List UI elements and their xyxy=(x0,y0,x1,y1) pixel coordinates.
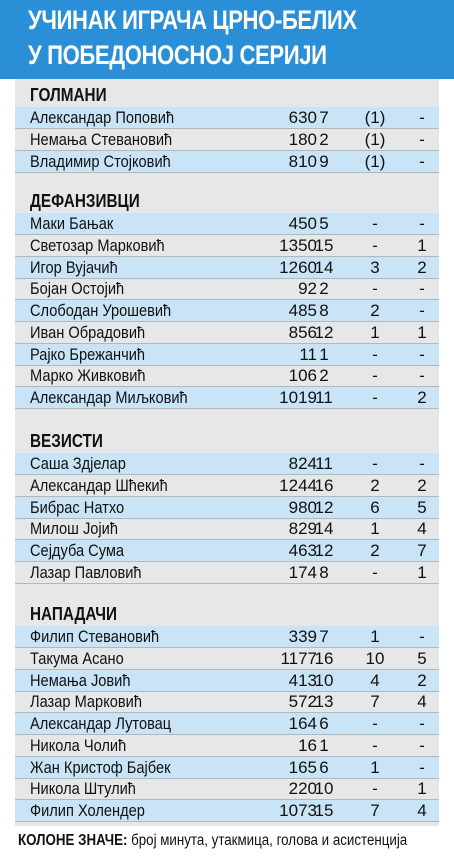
goals-value: - xyxy=(372,235,378,255)
table-row xyxy=(15,453,439,475)
goals-value: 1 xyxy=(370,322,380,342)
table-row xyxy=(15,213,439,235)
minutes-value: 1260 xyxy=(279,257,317,277)
player-name: Лазар Павловић xyxy=(30,562,142,582)
table-row xyxy=(15,800,439,822)
appearances-value: 10 xyxy=(314,779,334,799)
player-name: Александар Лутовац xyxy=(30,714,172,733)
table-row xyxy=(15,235,439,257)
minutes-value: 413 xyxy=(288,670,317,690)
assists-value: 7 xyxy=(417,541,427,560)
goals-value: - xyxy=(372,562,378,582)
minutes-value: 1177 xyxy=(280,648,317,668)
appearances-value: 11 xyxy=(315,454,333,473)
player-name: Рајко Брежанчић xyxy=(30,344,145,364)
appearances-value: 2 xyxy=(319,279,329,299)
assists-value: 5 xyxy=(417,648,427,668)
appearances-value: 11 xyxy=(315,388,333,407)
table-row xyxy=(15,540,439,562)
minutes-value: 572 xyxy=(288,692,317,712)
assists-value: 1 xyxy=(417,322,427,342)
player-name: Александар Миљковић xyxy=(30,388,188,407)
assists-value: - xyxy=(419,108,425,127)
appearances-value: 8 xyxy=(319,301,329,320)
appearances-value: 2 xyxy=(319,366,329,386)
table-row xyxy=(15,278,439,300)
goals-value: - xyxy=(372,454,378,473)
column-legend-label: КОЛОНЕ ЗНАЧЕ: xyxy=(18,832,128,849)
minutes-value: 16 xyxy=(298,735,317,755)
player-name: Саша Здјелар xyxy=(30,454,126,473)
table-row xyxy=(15,713,439,735)
assists-value: 1 xyxy=(417,235,427,255)
table-row xyxy=(15,387,439,409)
table-row xyxy=(15,735,439,757)
player-name: Филип Стевановић xyxy=(30,627,160,646)
assists-value: - xyxy=(419,344,425,364)
player-name: Никола Чолић xyxy=(30,735,127,755)
minutes-value: 339 xyxy=(288,627,317,646)
section-title: НАПАДАЧИ xyxy=(30,604,118,624)
appearances-value: 13 xyxy=(314,692,334,712)
player-name: Светозар Марковић xyxy=(30,235,165,255)
appearances-value: 16 xyxy=(314,475,334,495)
assists-value: - xyxy=(419,735,425,755)
appearances-value: 15 xyxy=(314,801,334,820)
column-legend-text: број минута, утакмица, голова и асистенција xyxy=(127,832,408,849)
assists-value: - xyxy=(419,279,425,299)
assists-value: 2 xyxy=(417,388,427,407)
minutes-value: 450 xyxy=(288,214,317,233)
table-row xyxy=(15,475,439,497)
appearances-value: 6 xyxy=(319,757,329,777)
player-name: Жан Кристоф Бајбек xyxy=(30,757,171,777)
goals-value: - xyxy=(372,214,378,233)
player-name: Сејдуба Сума xyxy=(30,541,125,560)
table-row xyxy=(15,365,439,387)
table-row xyxy=(15,778,439,800)
appearances-value: 12 xyxy=(314,541,334,560)
table-row xyxy=(15,648,439,670)
goals-value: 6 xyxy=(370,497,380,517)
table-row xyxy=(15,691,439,713)
minutes-value: 174 xyxy=(288,562,317,582)
assists-value: 5 xyxy=(417,497,427,517)
goals-value: 1 xyxy=(370,757,380,777)
player-name: Слободан Урошевић xyxy=(30,301,172,320)
table-row xyxy=(15,670,439,692)
column-legend xyxy=(18,831,407,851)
assists-value: - xyxy=(419,757,425,777)
appearances-value: 5 xyxy=(319,214,329,233)
table-row xyxy=(15,300,439,322)
goals-value: 1 xyxy=(370,627,380,646)
table-row xyxy=(15,257,439,279)
minutes-value: 1350 xyxy=(279,235,317,255)
appearances-value: 10 xyxy=(314,670,334,690)
appearances-value: 12 xyxy=(314,497,334,517)
minutes-value: 180 xyxy=(288,129,317,149)
assists-value: - xyxy=(419,301,425,320)
assists-value: 1 xyxy=(417,779,427,799)
assists-value: - xyxy=(419,214,425,233)
goals-value: (1) xyxy=(364,129,386,149)
goals-value: 7 xyxy=(370,801,380,820)
assists-value: 1 xyxy=(417,562,427,582)
assists-value: - xyxy=(419,129,425,149)
table-row xyxy=(15,518,439,540)
player-name: Марко Живковић xyxy=(30,366,146,386)
table-row xyxy=(15,562,439,584)
assists-value: - xyxy=(419,714,425,733)
assists-value: - xyxy=(419,366,425,386)
goals-value: 3 xyxy=(370,257,380,277)
minutes-value: 463 xyxy=(288,541,317,560)
player-name: Бојан Остојић xyxy=(30,279,125,299)
assists-value: - xyxy=(419,454,425,473)
player-name: Владимир Стојковић xyxy=(30,151,171,171)
player-name: Милош Јојић xyxy=(30,519,118,539)
player-name: Маки Бањак xyxy=(30,214,114,233)
table-row xyxy=(15,626,439,648)
minutes-value: 165 xyxy=(288,757,317,777)
title-line-2: У ПОБЕДОНОСНОЈ СЕРИЈИ xyxy=(28,40,327,70)
assists-value: 2 xyxy=(417,670,427,690)
minutes-value: 164 xyxy=(288,714,317,733)
assists-value: - xyxy=(419,151,425,171)
table-row xyxy=(15,151,439,173)
player-name: Лазар Марковић xyxy=(30,692,142,712)
minutes-value: 485 xyxy=(288,301,317,320)
table-row xyxy=(15,107,439,129)
goals-value: 4 xyxy=(370,670,380,690)
appearances-value: 14 xyxy=(314,257,334,277)
player-name: Филип Холендер xyxy=(30,801,145,820)
goals-value: 2 xyxy=(370,541,380,560)
appearances-value: 16 xyxy=(314,648,334,668)
title-line-1: УЧИНАК ИГРАЧА ЦРНО-БЕЛИХ xyxy=(28,5,357,35)
minutes-value: 11 xyxy=(299,344,317,364)
assists-value: 4 xyxy=(417,692,427,712)
appearances-value: 2 xyxy=(319,129,329,149)
player-name: Бибрас Натхо xyxy=(30,497,125,517)
goals-value: (1) xyxy=(364,151,386,171)
section-title: ВЕЗИСТИ xyxy=(30,431,103,451)
minutes-value: 829 xyxy=(288,519,317,539)
player-name: Немања Стевановић xyxy=(30,129,173,149)
minutes-value: 1244 xyxy=(279,475,317,495)
table-row xyxy=(15,129,439,151)
table-row xyxy=(15,497,439,519)
appearances-value: 12 xyxy=(314,322,334,342)
assists-value: 4 xyxy=(417,519,427,539)
appearances-value: 7 xyxy=(319,108,329,127)
assists-value: 4 xyxy=(417,801,427,820)
goals-value: - xyxy=(372,779,378,799)
appearances-value: 6 xyxy=(319,714,329,733)
table-row xyxy=(15,322,439,344)
appearances-value: 1 xyxy=(319,735,329,755)
minutes-value: 106 xyxy=(288,366,317,386)
section-title: ГОЛМАНИ xyxy=(30,85,107,105)
assists-value: 2 xyxy=(417,475,427,495)
goals-value: - xyxy=(372,735,378,755)
table-row xyxy=(15,757,439,779)
goals-value: 2 xyxy=(370,301,380,320)
player-name: Никола Штулић xyxy=(30,779,136,799)
assists-value: - xyxy=(419,627,425,646)
goals-value: 10 xyxy=(365,648,385,668)
goals-value: - xyxy=(372,388,378,407)
appearances-value: 8 xyxy=(319,562,329,582)
minutes-value: 92 xyxy=(298,279,317,299)
goals-value: (1) xyxy=(364,108,386,127)
player-name: Александар Шћекић xyxy=(30,475,168,495)
player-name: Такума Асано xyxy=(30,648,124,668)
player-name: Немања Јовић xyxy=(30,670,131,690)
minutes-value: 1073 xyxy=(279,801,317,820)
table-row xyxy=(15,344,439,366)
goals-value: 7 xyxy=(370,692,380,712)
minutes-value: 630 xyxy=(288,108,317,127)
goals-value: 2 xyxy=(370,475,380,495)
appearances-value: 1 xyxy=(319,344,329,364)
player-name: Игор Вујачић xyxy=(30,257,118,277)
appearances-value: 14 xyxy=(314,519,334,539)
minutes-value: 810 xyxy=(288,151,317,171)
header-banner xyxy=(0,0,454,79)
player-name: Александар Поповић xyxy=(30,108,175,127)
appearances-value: 7 xyxy=(319,627,329,646)
appearances-value: 15 xyxy=(314,235,334,255)
minutes-value: 1019 xyxy=(279,388,317,407)
assists-value: 2 xyxy=(417,257,427,277)
section-title: ДЕФАНЗИВЦИ xyxy=(30,191,140,211)
appearances-value: 9 xyxy=(319,151,329,171)
minutes-value: 220 xyxy=(288,779,317,799)
goals-value: - xyxy=(372,279,378,299)
goals-value: - xyxy=(372,344,378,364)
goals-value: - xyxy=(372,366,378,386)
minutes-value: 980 xyxy=(288,497,317,517)
minutes-value: 856 xyxy=(288,322,317,342)
minutes-value: 824 xyxy=(288,454,317,473)
player-name: Иван Обрадовић xyxy=(30,322,146,342)
goals-value: 1 xyxy=(370,519,380,539)
goals-value: - xyxy=(372,714,378,733)
